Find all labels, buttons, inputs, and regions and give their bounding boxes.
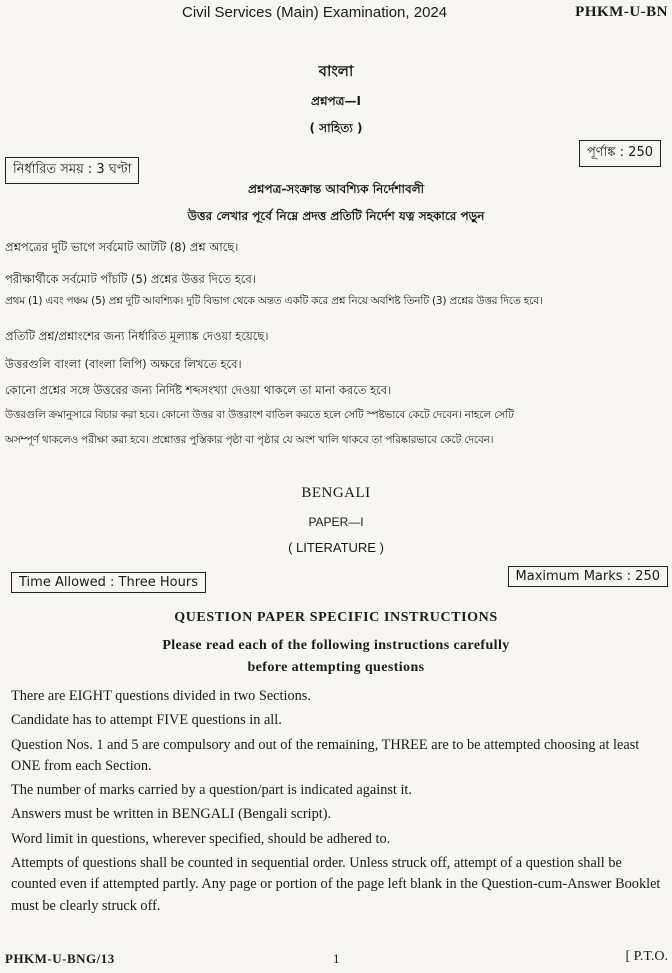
english-instruction-line: Attempts of questions shall be counted in sequential order. Unless struck off, attempt of a question shall be counted even if attempted partly. Any page or portion of the page left blank in the Question-cum-Answer Booklet must be clearly struck off. (11, 855, 661, 914)
bengali-instruction-line: প্রতিটি প্রশ্ন/প্রশ্নাংশের জন্য নির্ধারিত মূল্যাঙ্ক দেওয়া হয়েছে। (5, 329, 269, 343)
bengali-max-marks-box: পূর্ণাঙ্ক : 250 (579, 140, 661, 167)
bengali-paper-label: প্রশ্নপত্র—I (311, 94, 361, 108)
paper-code: PHKM-U-BN (575, 4, 668, 20)
bengali-literature-label: ( সাহিত্য ) (309, 121, 363, 135)
english-instruction-line: There are EIGHT questions divided in two Sections. (11, 688, 311, 704)
bengali-instruction-line: প্রথম (1) এবং পঞ্চম (5) প্রশ্ন দুটি আবশ্যিক। দুটি বিভাগ থেকে অন্তত একটি করে প্রশ্ন নিয়ে অবশিষ্ট তিনটি (3) প্রশ্নের উত্তর দিতে হবে। (5, 295, 543, 307)
english-time-allowed-box: Time Allowed : Three Hours (11, 572, 206, 593)
english-instructions-list (11, 686, 666, 917)
bengali-instruction-line: কোনো প্রশ্নের সঙ্গে উত্তরের জন্য নির্দিষ্ট শব্দসংখ্যা দেওয়া থাকলে তা মানা করতে হবে। (5, 383, 392, 397)
english-instructions-subheading-2: before attempting questions (247, 660, 425, 675)
bengali-instruction-line: উত্তরগুলি ক্রমানুসারে বিচার করা হবে। কোনো উত্তর বা উত্তরাংশ বাতিল করতে হলে সেটি স্পষ্টভাবে কেটে দেবেন। নাহলে সেটি (5, 409, 514, 421)
english-instruction-line: The number of marks carried by a question/part is indicated against it. (11, 782, 412, 799)
english-instruction-line: Answers must be written in BENGALI (Bengali script). (11, 806, 332, 823)
bengali-instruction-line: পরীক্ষার্থীকে সর্বমোট পাঁচটি (5) প্রশ্নের উত্তর দিতে হবে। (5, 272, 256, 286)
bengali-instructions-heading: প্রশ্নপত্র-সংক্রান্ত আবশ্যিক নির্দেশাবলী (247, 182, 425, 196)
english-literature-label: ( LITERATURE ) (288, 540, 384, 555)
english-max-marks-box: Maximum Marks : 250 (508, 566, 668, 587)
bengali-subject-title: বাংলা (318, 62, 354, 80)
english-instructions-subheading: Please read each of the following instructions carefully (162, 638, 510, 653)
exam-title: Civil Services (Main) Examination, 2024 (182, 4, 448, 21)
english-subject-title: BENGALI (301, 485, 371, 501)
page-number: 1 (333, 951, 340, 966)
bengali-instruction-line: উত্তরগুলি বাংলা (বাংলা লিপি) অক্ষরে লিখতে হবে। (5, 357, 242, 371)
bengali-instructions-subheading: উত্তর লেখার পূর্বে নিম্নে প্রদত্ত প্রতিটি নির্দেশ যত্ন সহকারে পড়ুন (187, 209, 485, 223)
bengali-time-allowed-box: নির্ধারিত সময় : 3 ঘণ্টা (5, 157, 139, 184)
english-instruction-line: Question Nos. 1 and 5 are compulsory and out of the remaining, THREE are to be attempted choosing at least ONE from each Section. (11, 736, 640, 774)
english-instruction-line: Candidate has to attempt FIVE questions in all. (11, 712, 282, 729)
bengali-instruction-line: প্রশ্নপত্রের দুটি ভাগে সর্বমোট আটটি (8) প্রশ্ন আছে। (5, 240, 239, 254)
english-paper-label: PAPER—I (308, 515, 364, 529)
bengali-instruction-line: অসম্পূর্ণ থাকলেও পরীক্ষা করা হবে। প্রশ্নোত্তর পুস্তিকার পৃষ্ঠা বা পৃষ্ঠার যে অংশ খালি থাকবে তা পরিষ্কারভাবে কেটে দেবেন। (5, 434, 494, 446)
please-turn-over: [ P.T.O. (625, 949, 668, 964)
footer-paper-code: PHKM-U-BNG/13 (5, 951, 115, 966)
english-instructions-heading: QUESTION PAPER SPECIFIC INSTRUCTIONS (174, 610, 498, 625)
english-instruction-line: Word limit in questions, wherever specified, should be adhered to. (11, 830, 391, 847)
